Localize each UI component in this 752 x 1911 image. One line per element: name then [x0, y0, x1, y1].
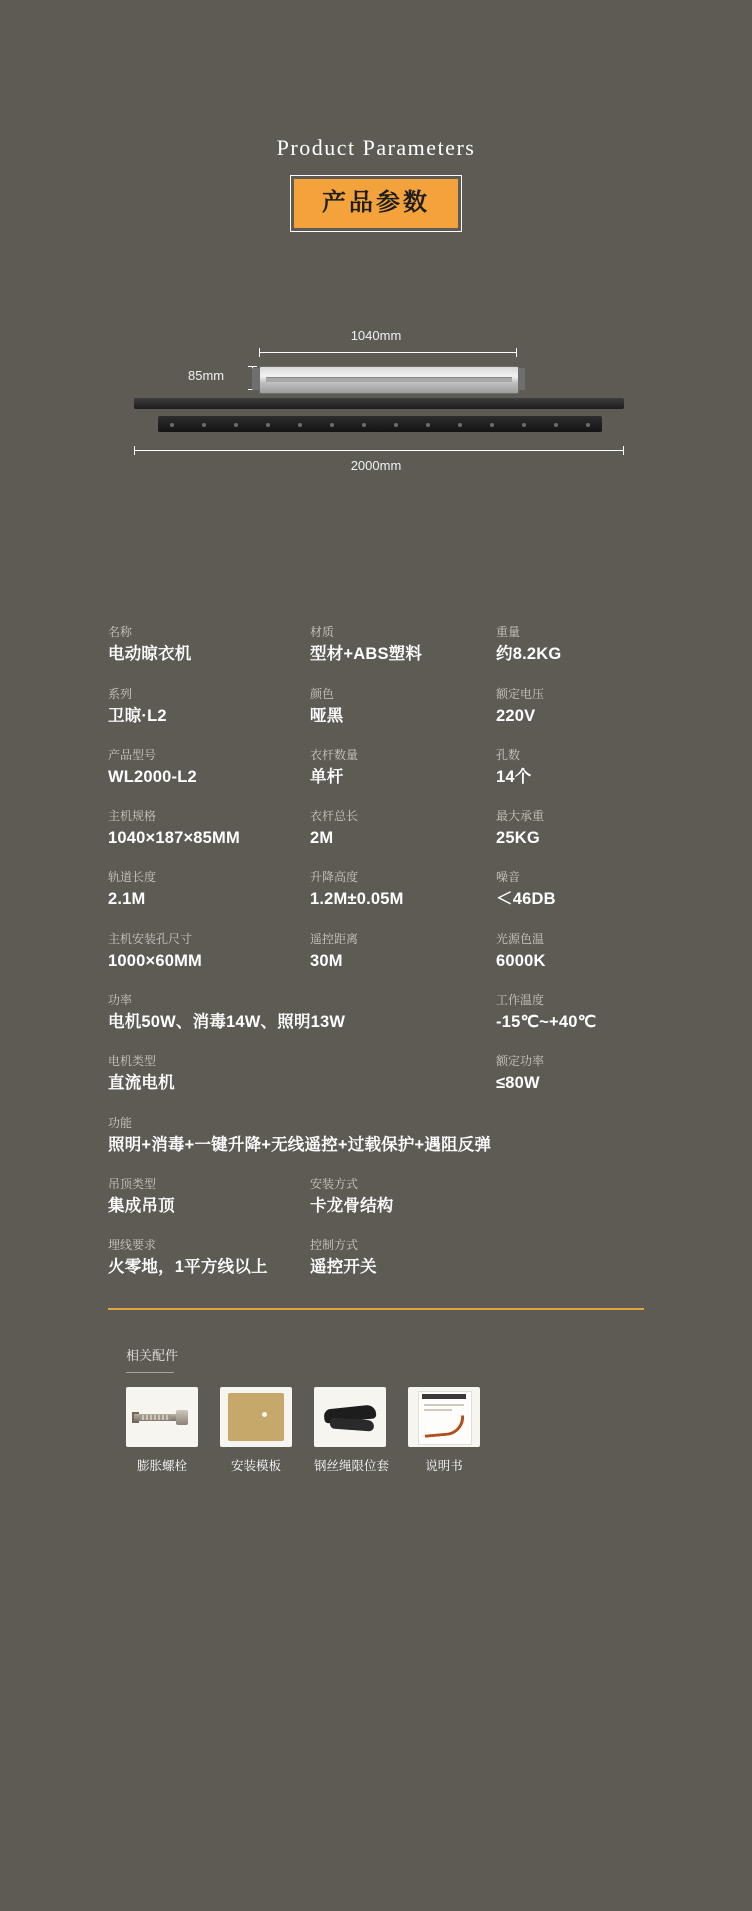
manual-text-line	[424, 1409, 452, 1411]
spec-value: 火零地，1平方线以上	[108, 1258, 268, 1277]
spec-cell	[108, 868, 310, 910]
mounting-hole	[298, 423, 302, 427]
spec-label: 电机类型	[108, 1054, 157, 1069]
spec-value: 直流电机	[108, 1074, 175, 1093]
mounting-hole	[522, 423, 526, 427]
rail-upper	[134, 398, 624, 409]
spec-cell	[108, 991, 496, 1033]
spec-value: 6000K	[496, 951, 546, 970]
spec-label: 功能	[108, 1115, 133, 1130]
spec-value: ＜46DB	[496, 890, 556, 909]
spec-label: 埋线要求	[108, 1238, 157, 1253]
mounting-hole	[394, 423, 398, 427]
spec-cell	[496, 623, 644, 665]
spec-row	[108, 685, 644, 727]
spec-value: 卡龙骨结构	[310, 1196, 394, 1215]
spec-row	[108, 746, 644, 788]
accessories-title: 相关配件	[126, 1348, 179, 1364]
spec-label: 工作温度	[496, 992, 545, 1007]
spec-row	[108, 1114, 644, 1156]
spec-label: 主机安装孔尺寸	[108, 931, 193, 946]
spec-cell	[310, 1175, 496, 1217]
spec-cell	[108, 623, 310, 665]
manual-booklet-image	[408, 1387, 480, 1447]
spec-label: 系列	[108, 686, 133, 701]
spec-label: 材质	[310, 625, 335, 640]
spec-label: 重量	[496, 625, 521, 640]
accessory-item	[126, 1387, 198, 1474]
spec-row	[108, 1236, 644, 1278]
spec-value: 照明+消毒+一键升降+无线遥控+过载保护+遇阻反弹	[108, 1135, 492, 1154]
product-dimension-diagram	[116, 328, 636, 518]
spec-value: WL2000-L2	[108, 767, 197, 786]
accessory-caption: 安装模板	[230, 1459, 281, 1474]
spec-label: 衣杆总长	[310, 809, 359, 824]
spec-label: 光源色温	[496, 931, 545, 946]
manual-text-line	[424, 1404, 464, 1406]
spec-label: 噪音	[496, 870, 521, 885]
spec-value: 14个	[496, 767, 532, 786]
spec-value: 2.1M	[108, 890, 146, 909]
spec-cell	[310, 685, 496, 727]
spec-cell	[108, 1236, 310, 1278]
spec-value: 遥控开关	[310, 1258, 377, 1277]
spec-cell	[108, 685, 310, 727]
spec-label: 遥控距离	[310, 931, 359, 946]
mounting-hole	[362, 423, 366, 427]
bolt-head	[176, 1410, 188, 1425]
page-title-badge-wrap	[0, 179, 752, 228]
wire-rope-sleeve-image	[314, 1387, 386, 1447]
spec-row	[108, 930, 644, 972]
accessory-caption: 说明书	[425, 1459, 463, 1474]
dimension-label-left: 85mm	[188, 368, 225, 384]
spec-cell	[496, 991, 644, 1033]
spec-label: 衣杆数量	[310, 747, 359, 762]
spec-label: 轨道长度	[108, 870, 157, 885]
spec-label: 主机规格	[108, 809, 157, 824]
spec-cell	[310, 746, 496, 788]
spec-row	[108, 1175, 644, 1217]
page-bottom-spacer	[0, 1474, 752, 1594]
machine-main-unit	[259, 366, 519, 394]
dimension-label-top: 1040mm	[350, 328, 402, 344]
spec-value: 集成吊顶	[108, 1196, 175, 1215]
accessory-item	[408, 1387, 480, 1474]
spec-row	[108, 868, 644, 910]
template-board-image	[220, 1387, 292, 1447]
spec-row	[108, 807, 644, 849]
spec-cell	[108, 807, 310, 849]
spec-value: 电动晾衣机	[108, 645, 192, 664]
spec-value: 1040×187×85MM	[108, 829, 240, 848]
spec-cell	[496, 868, 644, 910]
spec-row	[108, 623, 644, 665]
mounting-hole	[234, 423, 238, 427]
section-divider	[108, 1308, 644, 1310]
spec-value: 1.2M±0.05M	[310, 890, 404, 909]
accessories-title-rule	[126, 1372, 174, 1373]
spec-cell	[108, 1175, 310, 1217]
spec-value: 2M	[310, 829, 334, 848]
mounting-hole	[586, 423, 590, 427]
spec-cell	[108, 1052, 496, 1094]
spec-cell	[496, 685, 644, 727]
accessories-section	[108, 1345, 644, 1474]
manual-header-bar	[422, 1394, 466, 1399]
spec-label: 控制方式	[310, 1238, 359, 1253]
spec-table	[108, 623, 644, 1278]
mounting-hole	[554, 423, 558, 427]
mounting-hole	[330, 423, 334, 427]
spec-label: 额定电压	[496, 686, 545, 701]
spec-cell	[310, 868, 496, 910]
spec-value: 25KG	[496, 829, 540, 848]
mounting-hole	[266, 423, 270, 427]
spec-value: 约8.2KG	[496, 645, 562, 664]
spec-label: 孔数	[496, 747, 521, 762]
spec-value: 哑黑	[310, 706, 344, 725]
spec-cell	[310, 930, 496, 972]
page-title-en: Product Parameters	[276, 135, 476, 160]
spec-row	[108, 991, 644, 1033]
spec-cell	[310, 1236, 496, 1278]
accessories-list	[126, 1387, 644, 1474]
spec-label: 额定功率	[496, 1054, 545, 1069]
spec-label: 功率	[108, 992, 133, 1007]
spec-value: 卫晾·L2	[108, 706, 167, 725]
machine-slot	[266, 377, 512, 382]
dimension-label-bottom: 2000mm	[350, 458, 402, 474]
accessory-item	[220, 1387, 292, 1474]
sleeve-part-lower	[330, 1418, 375, 1432]
spec-cell	[108, 1114, 644, 1156]
spec-label: 最大承重	[496, 809, 545, 824]
dimension-line-bottom	[134, 450, 624, 451]
accessory-caption: 钢丝绳限位套	[314, 1459, 390, 1474]
spec-label: 颜色	[310, 686, 335, 701]
spec-value: 1000×60MM	[108, 951, 202, 970]
spec-cell	[310, 623, 496, 665]
page-header	[0, 0, 752, 228]
mounting-hole	[426, 423, 430, 427]
spec-row	[108, 1052, 644, 1094]
spec-cell	[496, 746, 644, 788]
mounting-hole	[490, 423, 494, 427]
spec-cell	[108, 930, 310, 972]
mounting-hole-row	[170, 423, 590, 427]
spec-value: 单杆	[310, 767, 344, 786]
spec-value: 电机50W、消毒14W、照明13W	[108, 1012, 346, 1031]
accessory-item	[314, 1387, 390, 1474]
page-title-cn: 产品参数	[294, 179, 458, 228]
spec-cell	[108, 746, 310, 788]
spec-cell	[496, 807, 644, 849]
mounting-hole	[202, 423, 206, 427]
spec-value: 30M	[310, 951, 343, 970]
spec-cell	[496, 930, 644, 972]
board-shape	[228, 1393, 284, 1441]
spec-label: 名称	[108, 625, 133, 640]
spec-cell	[496, 1052, 644, 1094]
spec-label: 升降高度	[310, 870, 359, 885]
dimension-line-top	[259, 352, 517, 353]
bolt-thread	[140, 1415, 170, 1420]
mounting-hole	[170, 423, 174, 427]
spec-label: 吊顶类型	[108, 1176, 157, 1191]
spec-label: 安装方式	[310, 1176, 359, 1191]
spec-cell	[310, 807, 496, 849]
spec-value: 220V	[496, 706, 536, 725]
spec-label: 产品型号	[108, 747, 157, 762]
spec-value: ≤80W	[496, 1074, 540, 1093]
spec-value: 型材+ABS塑料	[310, 645, 423, 664]
spec-value: -15℃~+40℃	[496, 1012, 597, 1031]
accessory-caption: 膨胀螺栓	[136, 1459, 187, 1474]
expansion-bolt-image	[126, 1387, 198, 1447]
mounting-hole	[458, 423, 462, 427]
